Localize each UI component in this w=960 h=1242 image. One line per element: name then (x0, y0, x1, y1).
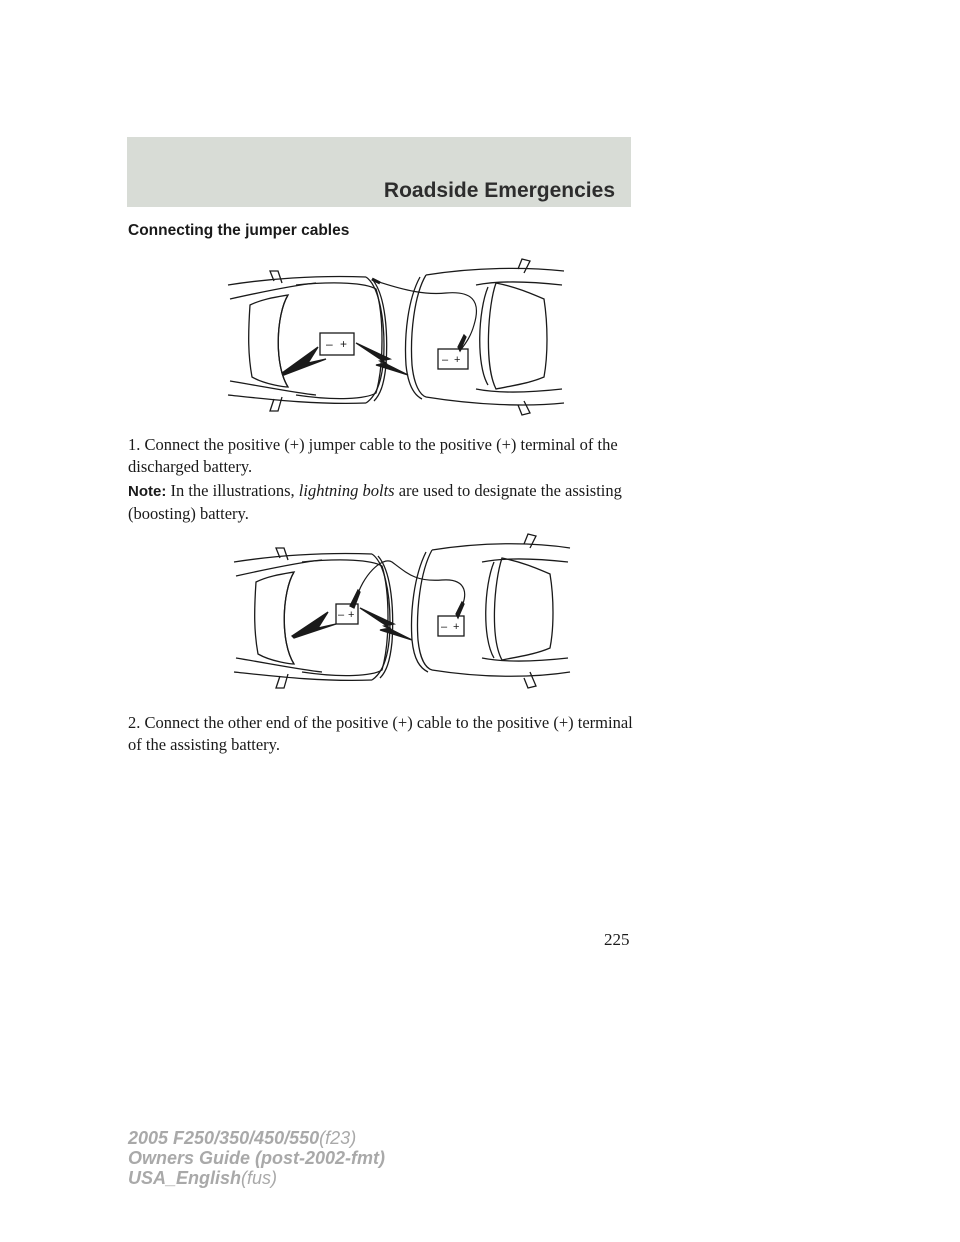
note-text-after: are used to designate the assisting (boosting) battery. (128, 481, 622, 523)
footer-language: USA_English (128, 1168, 242, 1188)
note-label: Note: (128, 483, 167, 500)
chapter-title: Roadside Emergencies (383, 179, 615, 202)
battery-minus-label: – (442, 354, 449, 366)
footer-guide: Owners Guide (post-2002-fmt) (128, 1148, 386, 1168)
footer-language-code: (fus) (241, 1168, 278, 1188)
jumper-cable-illustration-1 (226, 255, 566, 425)
note-text-before: In the illustrations, (170, 481, 295, 500)
lightning-bolt-icon (360, 608, 412, 640)
note-paragraph (128, 480, 648, 525)
footer-model: 2005 F250/350/450/550 (128, 1128, 320, 1148)
footer-model-code: (f23) (319, 1128, 357, 1148)
lightning-bolt-icon (292, 612, 336, 638)
battery-minus-label: – (326, 337, 333, 351)
section-heading: Connecting the jumper cables (128, 222, 350, 239)
battery-minus-label: – (441, 621, 448, 633)
section-header-band (127, 137, 631, 207)
battery-minus-label: – (338, 609, 345, 621)
battery-plus-label: + (453, 621, 460, 633)
note-emphasis: lightning bolts (298, 481, 395, 500)
page-number: 225 (604, 930, 630, 949)
step-1-text: 1. Connect the positive (+) jumper cable to the positive (+) terminal of the discharged battery. (128, 435, 618, 476)
jumper-cable-illustration-2 (232, 532, 572, 692)
step-2-text: 2. Connect the other end of the positive (+) cable to the positive (+) terminal of the assisting battery. (128, 713, 633, 754)
document-footer (128, 1128, 385, 1188)
battery-plus-label: + (348, 609, 355, 621)
battery-plus-label: + (454, 354, 461, 366)
battery-plus-label: + (340, 337, 348, 351)
